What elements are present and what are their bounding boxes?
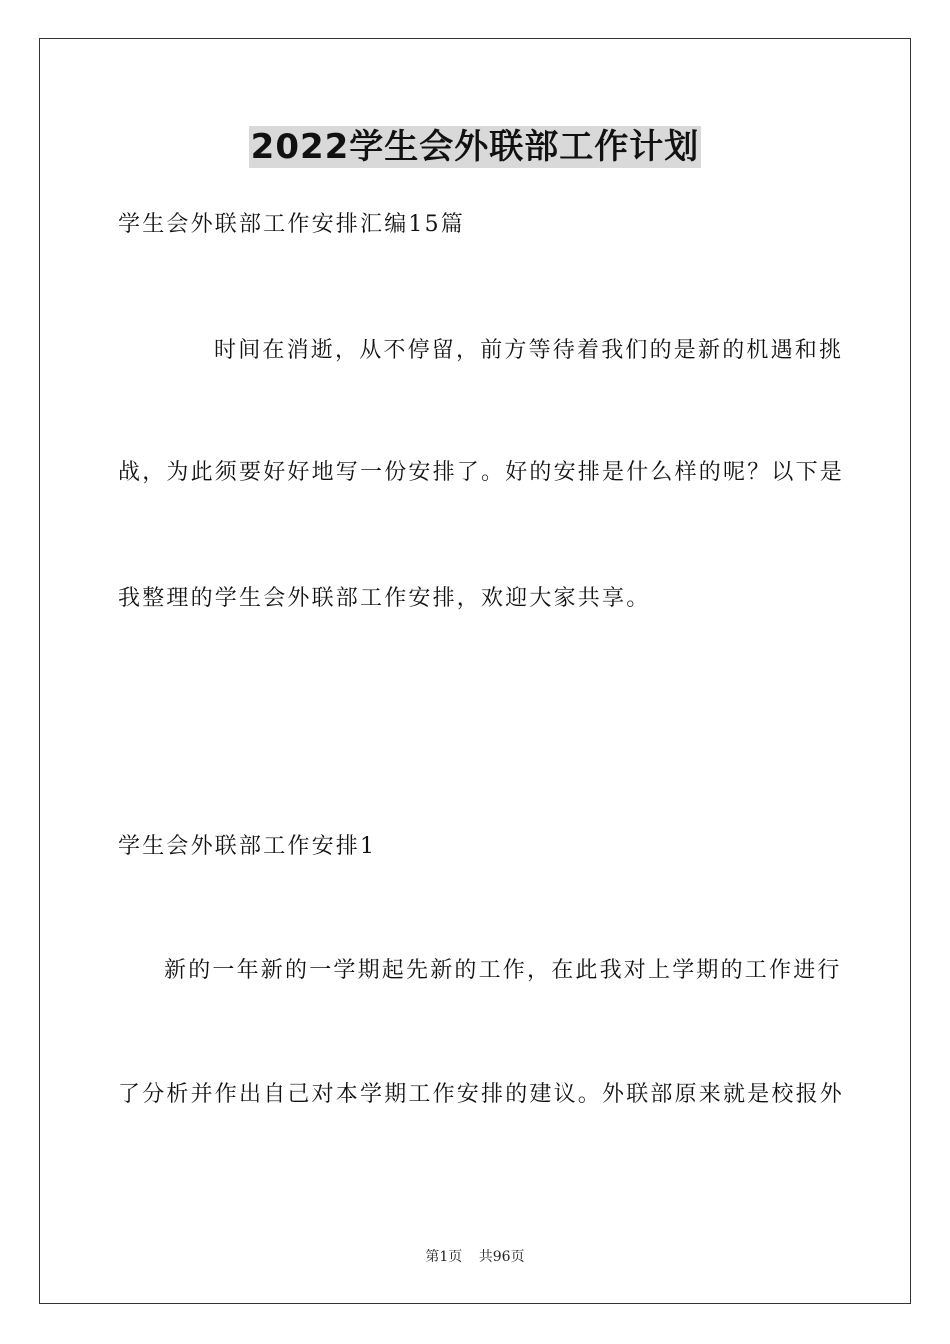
page-footer <box>0 1248 950 1266</box>
paragraph-line: 了分析并作出自己对本学期工作安排的建议。外联部原来就是校报外 <box>118 1082 845 1107</box>
title-container <box>0 126 950 168</box>
paragraph-line: 战，为此须要好好地写一份安排了。好的安排是什么样的呢？以下是 <box>118 460 845 485</box>
paragraph-line: 时间在消逝，从不停留，前方等待着我们的是新的机遇和挑 <box>214 338 844 363</box>
page-number-total: 共96页 <box>478 1249 525 1265</box>
paragraph-line: 新的一年新的一学期起先新的工作，在此我对上学期的工作进行 <box>164 958 842 983</box>
paragraph-line: 我整理的学生会外联部工作安排，欢迎大家共享。 <box>118 586 651 611</box>
section-heading: 学生会外联部工作安排1 <box>118 834 377 859</box>
page-number-current: 第1页 <box>425 1249 463 1265</box>
document-subtitle: 学生会外联部工作安排汇编15篇 <box>118 212 465 237</box>
document-title: 2022学生会外联部工作计划 <box>250 127 700 167</box>
